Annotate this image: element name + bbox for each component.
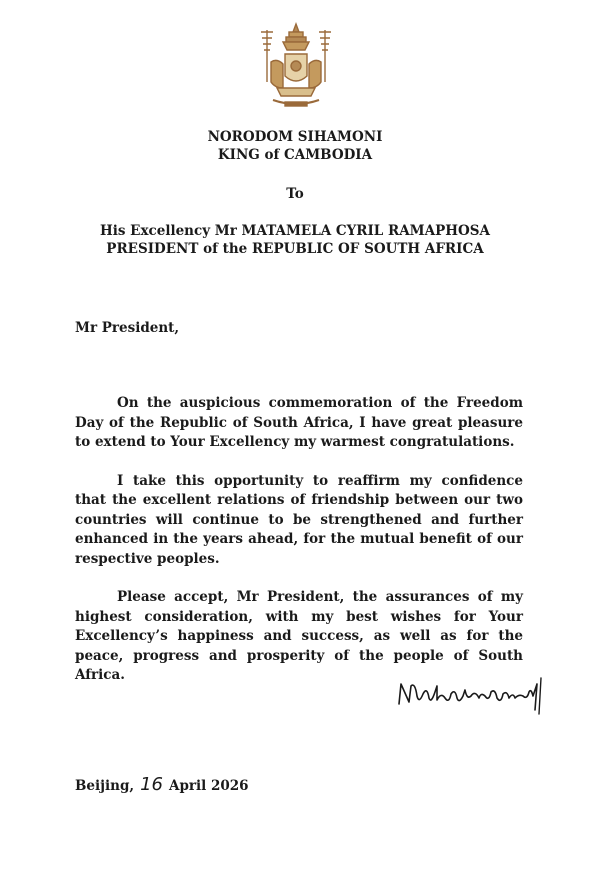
body-paragraph: I take this opportunity to reaffirm my confidence that the excellent relations of friendship between our two countries will continue to be strengthened and further enhanced in the years ahead, for the mutual benefit of our respective peoples. bbox=[75, 472, 523, 567]
royal-coat-of-arms-icon bbox=[255, 22, 337, 114]
recipient-title: PRESIDENT of the REPUBLIC OF SOUTH AFRICA bbox=[106, 241, 484, 257]
salutation: Mr President, bbox=[75, 320, 180, 336]
letter-body bbox=[75, 394, 523, 705]
date-day: 16 bbox=[140, 774, 164, 795]
dateline bbox=[75, 774, 249, 795]
to-label: To bbox=[286, 186, 304, 202]
date-month-year: April 2026 bbox=[169, 778, 249, 794]
handwritten-signature-icon bbox=[395, 670, 553, 718]
recipient-block bbox=[0, 222, 590, 258]
recipient-name: His Excellency Mr MATAMELA CYRIL RAMAPHOSA bbox=[100, 223, 490, 239]
date-place: Beijing, bbox=[75, 778, 135, 794]
sender-title: KING of CAMBODIA bbox=[217, 147, 373, 163]
body-paragraph: On the auspicious commemoration of the Freedom Day of the Republic of South Africa, I have great pleasure to extend to Your Excellency my warmest congratulations. bbox=[75, 395, 523, 450]
body-paragraph: Please accept, Mr President, the assurances of my highest consideration, with my best wishes for Your Excellency’s happiness and success, as well as for the peace, progress and prosperity of the people of South Africa. bbox=[75, 589, 523, 683]
sender-block bbox=[0, 128, 590, 164]
sender-name: NORODOM SIHAMONI bbox=[207, 129, 383, 145]
